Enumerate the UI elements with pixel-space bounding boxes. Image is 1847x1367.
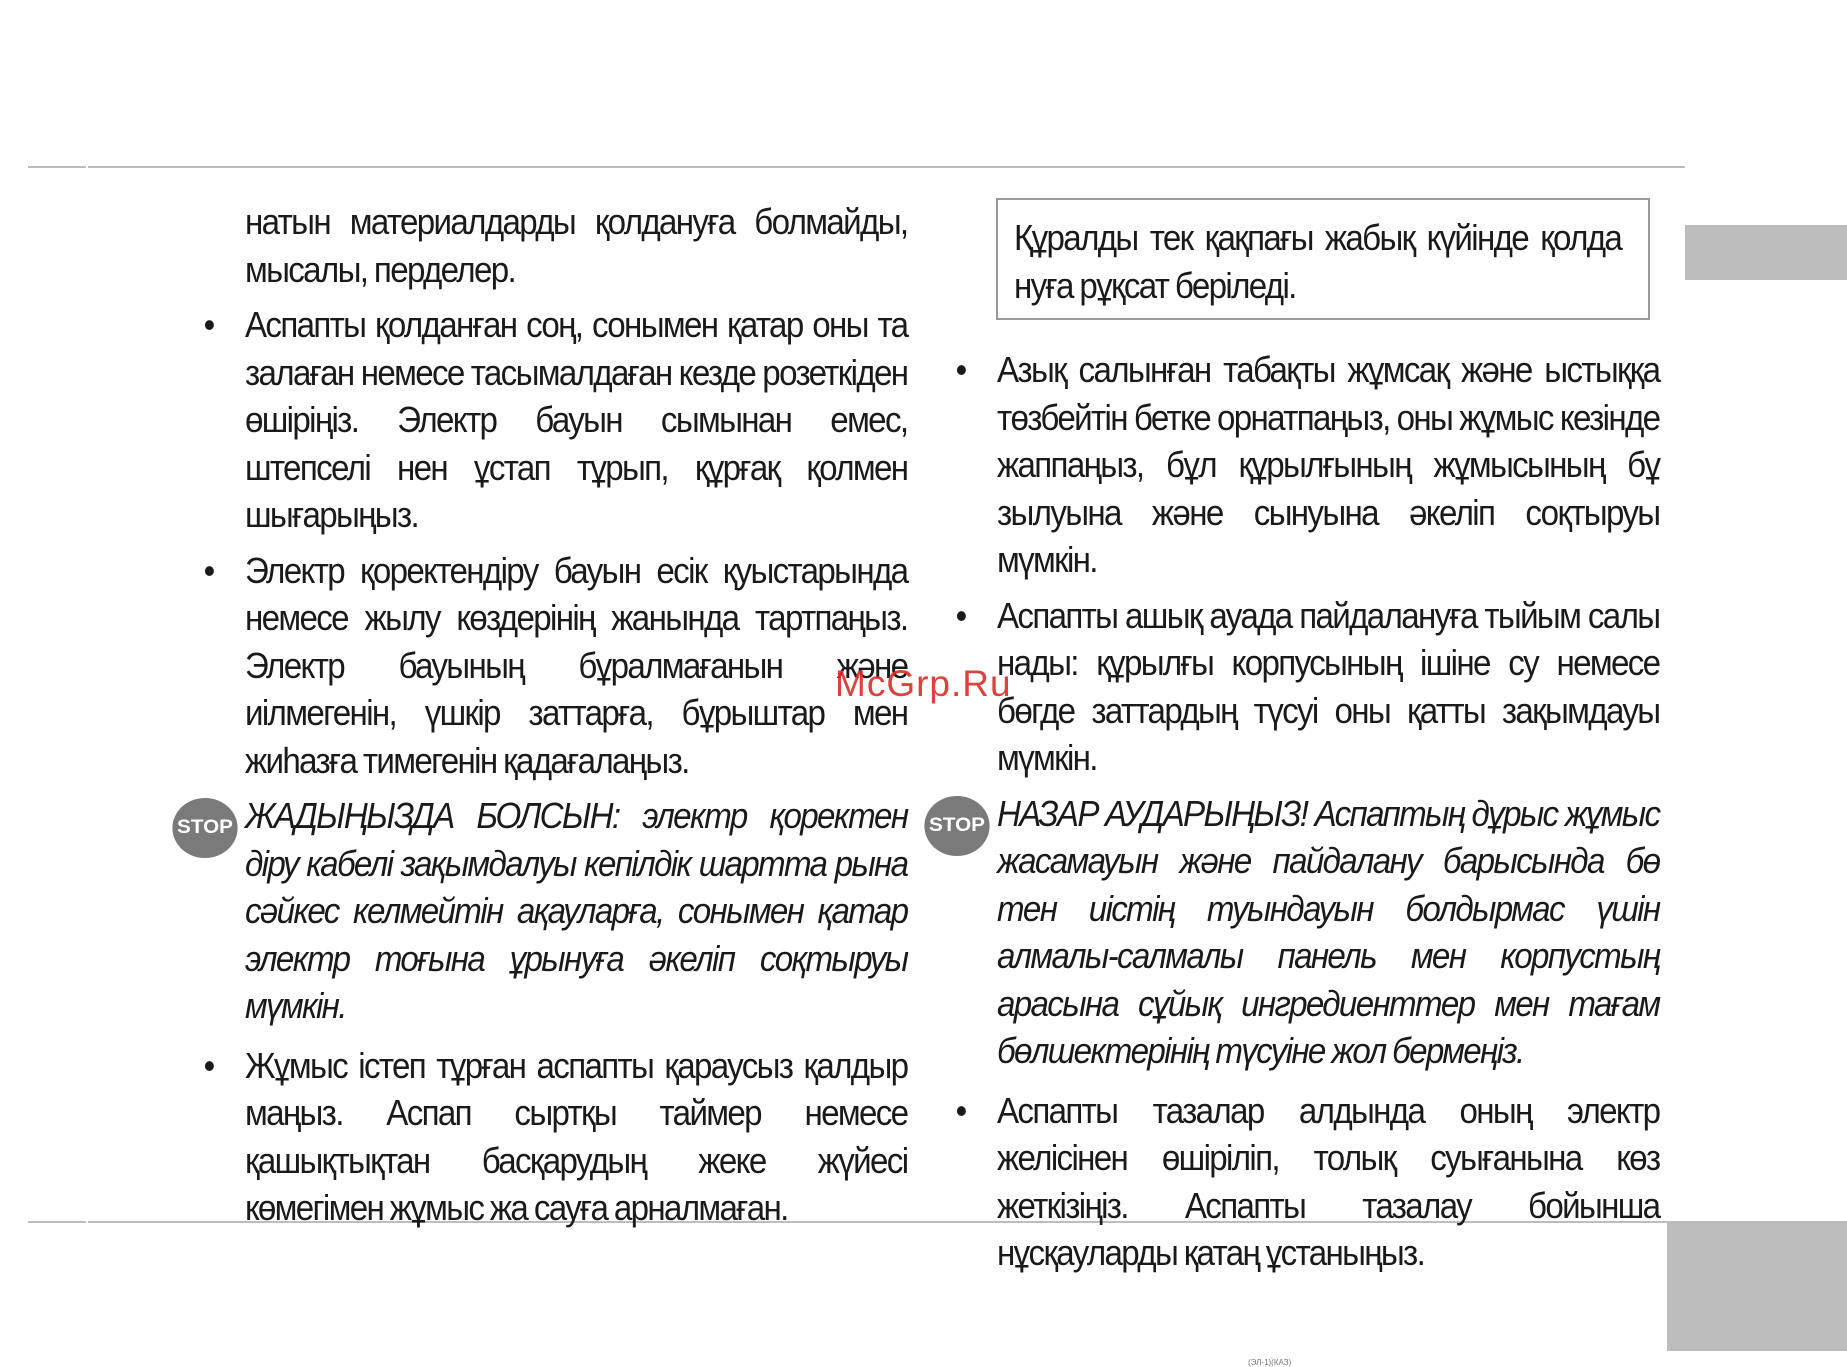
continuation-text: натын материалдарды қолдануға болмайды, мысалы, перделер. xyxy=(245,201,908,290)
bullet-outdoor: • Аспапты ашық ауада пайдалануға тыйым салы нады: құрылғы корпусының ішіне су немесе бөгде заттардың түсуі оны қатты зақымдауы мүмкін. xyxy=(997,592,1659,782)
left-column xyxy=(177,198,908,1240)
notice-box xyxy=(996,198,1650,320)
stop-icon: STOP xyxy=(924,796,989,856)
right-column xyxy=(929,346,1660,1285)
warning-remember-block xyxy=(177,792,908,1030)
bottom-rule-short xyxy=(28,1221,86,1223)
bullet-unplug: • Аспапты қолданған соң, сонымен қатар оны та залаған немесе тасымалдаған кезде розеткіден өшіріңіз. Электр бауын сымынан емес, штепселі нен ұстап тұрып, құрғақ қолмен шығарыңыз. xyxy=(245,301,907,539)
notice-text: Құралды тек қақпағы жабық күйінде қолда нуға рұқсат беріледі. xyxy=(1014,217,1622,306)
top-rule-short xyxy=(28,166,86,168)
watermark-text: McGrp.Ru xyxy=(835,663,1012,704)
stop-icon: STOP xyxy=(172,798,237,858)
warning-attention-text: НАЗАР АУДАРЫҢЫЗ! Аспаптың дұрыс жұмыс жасамауын және пайдалану барысында бө тен иістің туындауын болдырмас үшін алмалы-салмалы панель мен корпустың арасына сұйық ингредиенттер мен тағам бөлшектерінің түсуіне жол бермеңіз. xyxy=(997,792,1660,1071)
warning-remember-text: ЖАДЫҢЫЗДА БОЛСЫН: электр қоректен діру кабелі зақымдалуы кепілдік шартта рына сәйкес келмейтін ақауларға, сонымен қатар электр тоғына ұрынуға әкеліп соқтыруы мүмкін. xyxy=(245,795,908,1026)
warning-attention-block xyxy=(929,790,1660,1075)
side-tab-top xyxy=(1685,225,1847,280)
page-code: (ЭЛ-1)(КАЗ) xyxy=(1248,1358,1292,1367)
bullet-surface: • Азық салынған табақты жұмсақ және ыстыққа төзбейтін бетке орнатпаңыз, оны жұмыс кезінде жаппаңыз, бұл құрылғының жұмысының бұ зылуына және сынуына әкеліп соқтыруы мүмкін. xyxy=(997,346,1659,584)
top-rule xyxy=(88,166,1685,168)
bullet-cord: • Электр қоректендіру бауын есік қуыстарында немесе жылу көздерінің жанында тартпаңыз. Электр бауының бұралмағанын және иілмегенін, үшкір заттарға, бұрыштар мен жиһазға тимегенін қадағалаңыз. xyxy=(245,547,907,785)
bullet-cleaning: • Аспапты тазалар алдында оның электр желісінен өшіріліп, толық суығанына көз жеткізіңіз. Аспапты тазалау бойынша нұсқауларды қатаң ұстаныңыз. xyxy=(997,1087,1659,1277)
bullet-unattended: • Жұмыс істеп тұрған аспапты қараусыз қалдыр маңыз. Аспап сыртқы таймер немесе қашықтықтан басқарудың жеке жүйесі көмегімен жұмыс жа сауға арналмаған. xyxy=(245,1042,907,1232)
side-tab-bottom xyxy=(1667,1221,1847,1351)
